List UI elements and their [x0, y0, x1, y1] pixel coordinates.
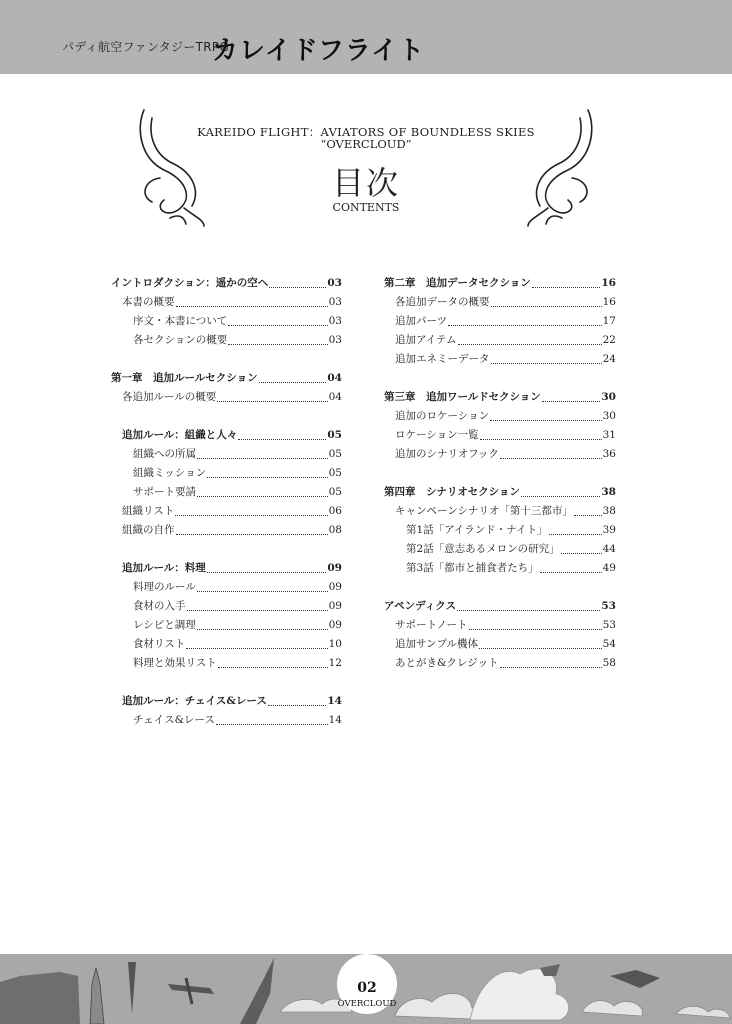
toc-entry[interactable]: [384, 313, 616, 332]
toc-entry[interactable]: [384, 294, 616, 313]
toc-entry[interactable]: [384, 522, 616, 541]
toc-entry-page: 09: [328, 600, 342, 612]
toc-entry-page: 08: [328, 524, 342, 536]
header-title: カレイドフライト: [212, 36, 426, 66]
toc-entry[interactable]: [111, 579, 342, 598]
header-band: [0, 0, 732, 74]
toc-heading-entry[interactable]: [384, 598, 616, 617]
dot-leader: [457, 609, 600, 611]
toc-entry[interactable]: [111, 598, 342, 617]
toc-column-right: [384, 275, 616, 693]
dot-leader: [238, 438, 326, 440]
toc-section: [384, 275, 616, 370]
toc-entry-title: 組織の自作: [122, 524, 175, 536]
toc-entry-title: 追加パーツ: [395, 315, 448, 327]
dot-leader: [207, 476, 328, 478]
toc-entry[interactable]: [384, 446, 616, 465]
dot-leader: [259, 381, 327, 383]
toc-entry-page: 03: [328, 296, 342, 308]
dot-leader: [448, 324, 602, 326]
toc-heading-entry[interactable]: [384, 389, 616, 408]
toc-section: [111, 370, 342, 408]
dot-leader: [574, 514, 602, 516]
toc-entry[interactable]: [384, 655, 616, 674]
toc-entry-page: 22: [602, 334, 616, 346]
toc-entry-title: 追加ルール：料理: [122, 562, 206, 574]
toc-heading-entry[interactable]: [384, 484, 616, 503]
toc-entry-page: 17: [602, 315, 616, 327]
toc-entry-page: 38: [601, 486, 616, 498]
book-title: KAREIDO FLIGHT：AVIATORS OF BOUNDLESS SKIES: [197, 125, 535, 139]
dot-leader: [479, 647, 602, 649]
dot-leader: [500, 457, 602, 459]
dot-leader: [269, 286, 326, 288]
toc-entry-page: 09: [327, 562, 342, 574]
toc-entry[interactable]: [384, 503, 616, 522]
toc-entry-page: 54: [602, 638, 616, 650]
toc-entry[interactable]: [384, 408, 616, 427]
toc-entry-page: 38: [602, 505, 616, 517]
toc-entry-title: あとがき&クレジット: [395, 657, 499, 669]
toc-heading-entry[interactable]: [111, 275, 342, 294]
toc-entry-page: 06: [328, 505, 342, 517]
toc-entry-title: 第四章 シナリオセクション: [384, 486, 520, 498]
toc-entry[interactable]: [384, 541, 616, 560]
dot-leader: [540, 571, 602, 573]
toc-entry-page: 53: [601, 600, 616, 612]
toc-entry[interactable]: [111, 446, 342, 465]
dot-leader: [216, 723, 328, 725]
toc-entry-page: 36: [602, 448, 616, 460]
toc-entry-title: 追加ルール：チェイス&レース: [122, 695, 267, 707]
toc-entry-page: 16: [602, 296, 616, 308]
dot-leader: [532, 286, 601, 288]
contents-heading: 目次: [331, 164, 400, 202]
dot-leader: [268, 704, 327, 706]
dot-leader: [175, 514, 327, 516]
toc-entry-page: 58: [602, 657, 616, 669]
dot-leader: [549, 533, 602, 535]
toc-entry[interactable]: [111, 313, 342, 332]
dot-leader: [197, 590, 328, 592]
toc-entry-title: ロケーション一覧: [395, 429, 479, 441]
dot-leader: [176, 305, 328, 307]
toc-entry[interactable]: [384, 427, 616, 446]
toc-entry[interactable]: [384, 351, 616, 370]
toc-entry-page: 09: [328, 619, 342, 631]
toc-entry-page: 12: [328, 657, 342, 669]
toc-entry-title: 第3話「都市と捕食者たち」: [406, 562, 539, 574]
toc-entry-title: 食材リスト: [133, 638, 186, 650]
toc-entry[interactable]: [111, 522, 342, 541]
toc-entry-title: 食材の入手: [133, 600, 186, 612]
contents-subheading: CONTENTS: [332, 201, 400, 214]
dot-leader: [207, 571, 327, 573]
toc-entry[interactable]: [384, 560, 616, 579]
toc-entry-page: 24: [602, 353, 616, 365]
toc-entry[interactable]: [111, 294, 342, 313]
toc-entry[interactable]: [111, 503, 342, 522]
toc-section: [384, 598, 616, 674]
toc-entry-page: 05: [328, 448, 342, 460]
header-subtitle: パディ航空ファンタジーTRPG: [62, 40, 230, 54]
dot-leader: [217, 400, 327, 402]
toc-entry-page: 53: [602, 619, 616, 631]
dot-leader: [176, 533, 328, 535]
toc-entry[interactable]: [111, 332, 342, 351]
toc-heading-entry[interactable]: [111, 560, 342, 579]
toc-entry-title: 追加のシナリオフック: [395, 448, 499, 460]
dot-leader: [458, 343, 602, 345]
toc-entry[interactable]: [111, 712, 342, 731]
toc-entry-page: 05: [328, 467, 342, 479]
toc-entry-page: 14: [327, 695, 342, 707]
toc-entry-title: 組織ミッション: [133, 467, 207, 479]
dot-leader: [521, 495, 601, 497]
toc-entry-page: 05: [327, 429, 342, 441]
toc-entry-title: 各追加ルールの概要: [122, 391, 217, 403]
toc-entry[interactable]: [384, 636, 616, 655]
toc-entry-page: 30: [602, 410, 616, 422]
footer-brand: OVERCLOUD: [337, 999, 397, 1009]
toc-entry-title: 追加のロケーション: [395, 410, 490, 422]
toc-entry-title: 追加サンプル機体: [395, 638, 479, 650]
toc-entry[interactable]: [111, 655, 342, 674]
toc-entry-title: アペンディクス: [384, 600, 457, 612]
toc-entry-page: 44: [602, 543, 616, 555]
toc-entry[interactable]: [384, 617, 616, 636]
toc-entry[interactable]: [111, 484, 342, 503]
toc-entry-page: 04: [327, 372, 342, 384]
dot-leader: [469, 628, 602, 630]
toc-entry-page: 04: [328, 391, 342, 403]
dot-leader: [197, 457, 328, 459]
toc-heading-entry[interactable]: [384, 275, 616, 294]
dot-leader: [186, 647, 327, 649]
toc-entry-title: 追加アイテム: [395, 334, 457, 346]
toc-entry-title: 本書の概要: [122, 296, 175, 308]
toc-entry-title: 料理と効果リスト: [133, 657, 217, 669]
toc-entry-title: 組織リスト: [122, 505, 175, 517]
toc-entry-title: 序文・本書について: [133, 315, 228, 327]
toc-column-left: [111, 275, 342, 750]
toc-entry-title: チェイス&レース: [133, 714, 215, 726]
toc-section: [384, 484, 616, 579]
dot-leader: [218, 666, 328, 668]
toc-entry-title: レシピと調理: [133, 619, 196, 631]
dot-leader: [490, 419, 602, 421]
toc-entry-page: 03: [328, 315, 342, 327]
dot-leader: [542, 400, 601, 402]
toc-entry-page: 14: [328, 714, 342, 726]
dot-leader: [197, 628, 328, 630]
toc-entry-title: 追加エネミーデータ: [395, 353, 490, 365]
toc-section: [111, 560, 342, 674]
toc-entry-title: 各追加データの概要: [395, 296, 490, 308]
toc-entry-page: 05: [328, 486, 342, 498]
dot-leader: [480, 438, 602, 440]
toc-entry[interactable]: [384, 332, 616, 351]
toc-entry[interactable]: [111, 617, 342, 636]
toc-entry-title: 追加ルール：組織と人々: [122, 429, 238, 441]
toc-entry-page: 30: [601, 391, 616, 403]
toc-entry-page: 09: [328, 581, 342, 593]
toc-heading-entry[interactable]: [111, 693, 342, 712]
toc-entry-page: 31: [602, 429, 616, 441]
toc-entry-page: 03: [327, 277, 342, 289]
toc-section: [384, 389, 616, 465]
toc-entry-page: 49: [602, 562, 616, 574]
toc-entry-title: 第1話「アイランド・ナイト」: [406, 524, 548, 536]
toc-entry[interactable]: [111, 465, 342, 484]
dot-leader: [500, 666, 602, 668]
toc-entry-title: 第二章 追加データセクション: [384, 277, 531, 289]
toc-entry-title: 第一章 追加ルールセクション: [111, 372, 258, 384]
toc-heading-entry[interactable]: [111, 427, 342, 446]
toc-entry-title: 組織への所属: [133, 448, 196, 460]
toc-heading-entry[interactable]: [111, 370, 342, 389]
toc-entry-title: イントロダクション：遥かの空へ: [111, 277, 269, 289]
toc-entry-title: サポートノート: [395, 619, 468, 631]
dot-leader: [491, 362, 602, 364]
toc-section: [111, 427, 342, 541]
toc-entry[interactable]: [111, 389, 342, 408]
toc-entry-title: 第三章 追加ワールドセクション: [384, 391, 541, 403]
toc-entry-page: 03: [328, 334, 342, 346]
toc-entry-page: 16: [601, 277, 616, 289]
dot-leader: [197, 495, 328, 497]
toc-entry[interactable]: [111, 636, 342, 655]
book-subtitle: “OVERCLOUD”: [320, 137, 412, 151]
toc-section: [111, 275, 342, 351]
page-number: 02: [357, 980, 377, 996]
toc-entry-title: 料理のルール: [133, 581, 196, 593]
toc-section: [111, 693, 342, 731]
toc-entry-title: キャンペーンシナリオ「第十三都市」: [395, 505, 573, 517]
dot-leader: [491, 305, 602, 307]
toc-entry-page: 10: [328, 638, 342, 650]
toc-entry-title: 第2話「意志あるメロンの研究」: [406, 543, 560, 555]
dot-leader: [228, 324, 327, 326]
dot-leader: [187, 609, 328, 611]
dot-leader: [228, 343, 327, 345]
dot-leader: [561, 552, 602, 554]
toc-entry-title: 各セクションの概要: [133, 334, 228, 346]
toc-entry-title: サポート要請: [133, 486, 196, 498]
toc-entry-page: 39: [602, 524, 616, 536]
